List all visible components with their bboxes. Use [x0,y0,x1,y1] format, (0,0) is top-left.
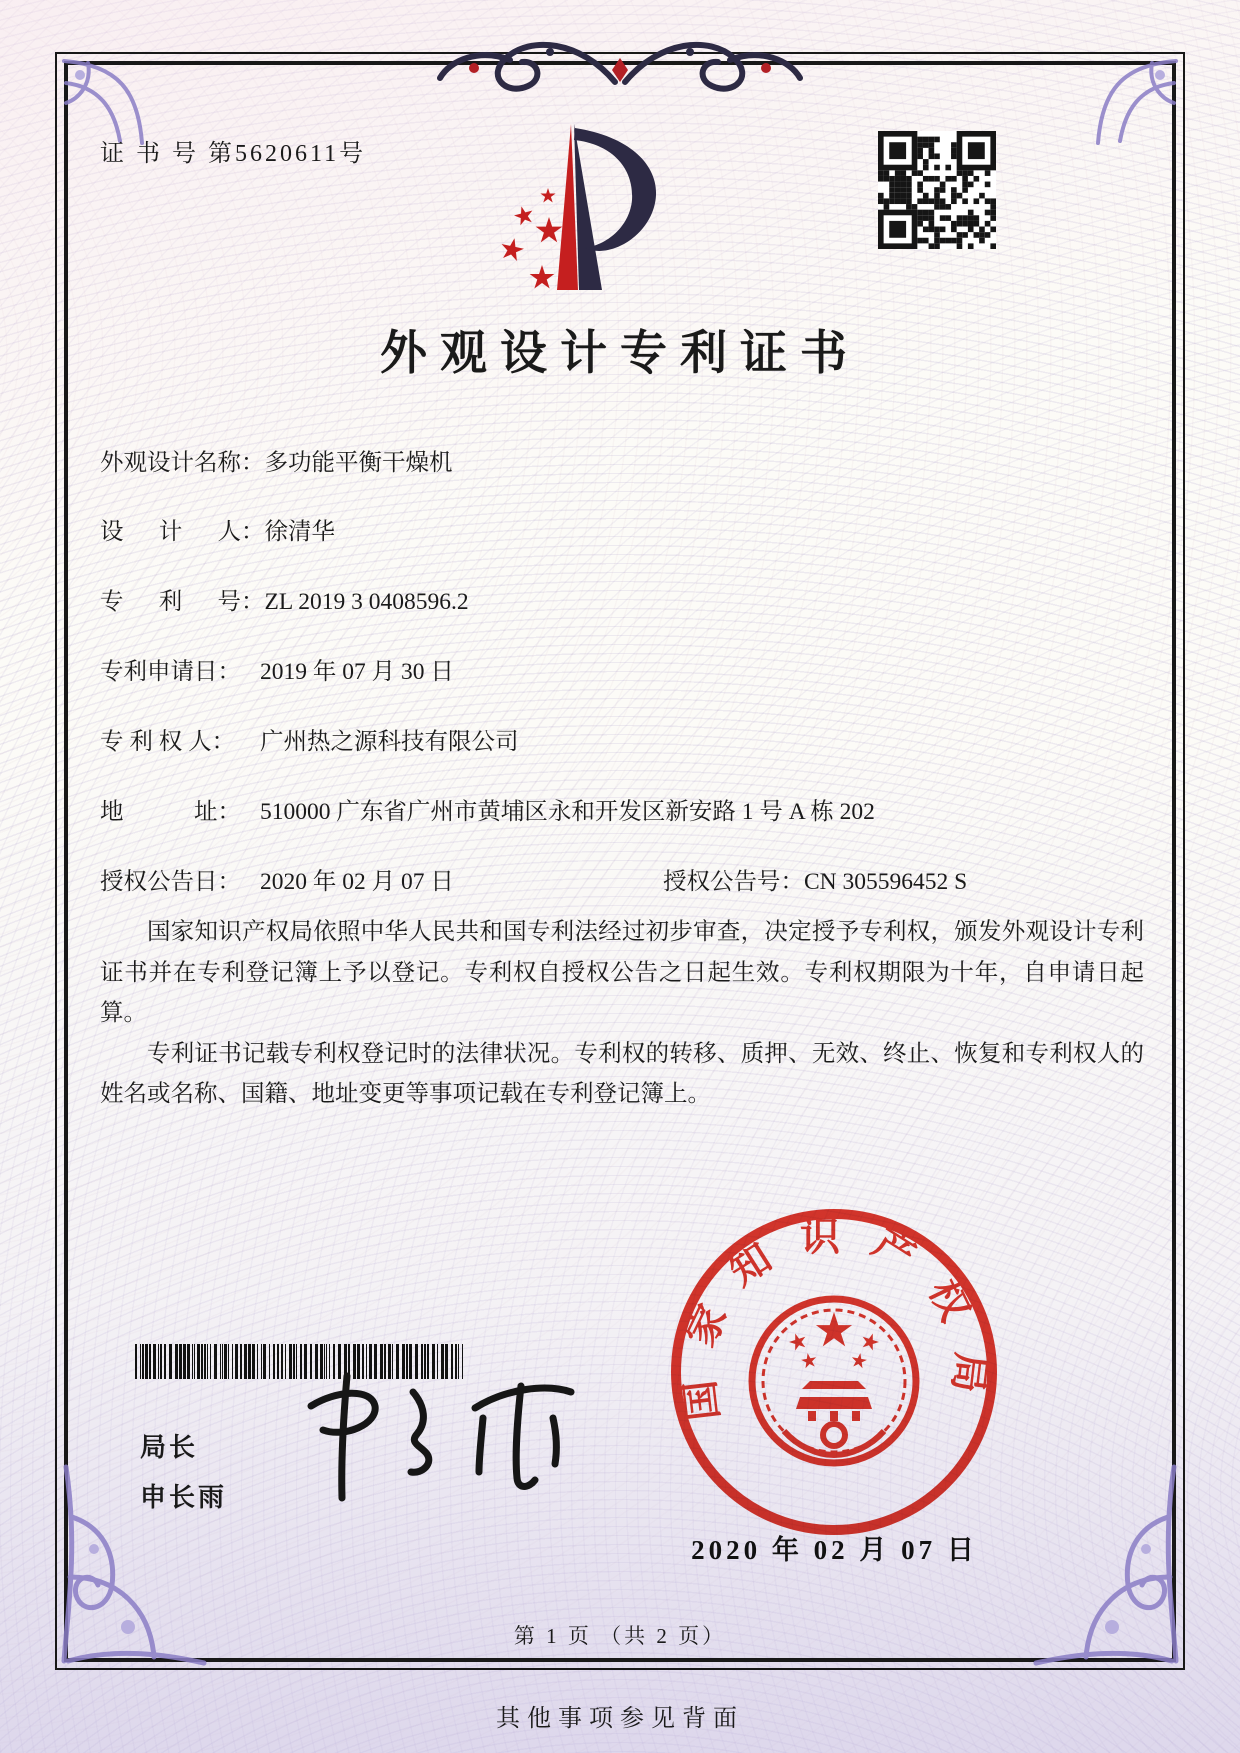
field-value: 广州热之源科技有限公司 [260,729,519,755]
commissioner-signature [285,1362,585,1517]
field-value: CN 305596452 S [804,869,968,895]
field-value: 徐清华 [264,519,335,545]
seal-date: 2020 年 02 月 07 日 [691,1535,978,1565]
field-label: 专利申请日： [100,659,241,685]
field-label: 授权公告号： [663,869,804,895]
field-label: 设 计 人： [100,519,265,545]
certificate-fields [100,443,1150,913]
field-label: 授权公告日： [100,869,241,895]
body-paragraph: 国家知识产权局依照中华人民共和国专利法经过初步审查，决定授予专利权，颁发外观设计专利证书并在专利登记簿上予以登记。专利权自授权公告之日起生效。专利权期限为十年，自申请日起算。 [100,919,1144,1026]
field-label: 专 利 号： [100,589,265,615]
field-row-design-name [100,443,1150,477]
commissioner-name: 申长雨 [140,1483,228,1512]
dragon-ornament-icon [410,30,830,104]
page-indicator: 第 1 页 （共 2 页） [513,1624,727,1648]
field-row-patentee [100,722,1150,756]
field-value: 2019 年 07 月 30 日 [260,659,454,685]
field-row-designer [100,512,1150,546]
field-value: 多功能平衡干燥机 [264,450,453,476]
commissioner-title: 局长 [140,1433,199,1462]
certificate-body [100,912,1144,1115]
field-label: 外观设计名称： [100,450,265,476]
seal-text: 国家知识产权局 [674,1213,994,1423]
field-pair-grant-number [663,862,967,896]
body-paragraph: 专利证书记载专利权登记时的法律状况。专利权的转移、质押、无效、终止、恢复和专利权人的姓名或名称、国籍、地址变更等事项记载在专利登记簿上。 [100,1040,1144,1107]
certificate-number: 证 书 号 第5620611号 [100,141,367,167]
certificate-title: 外观设计专利证书 [380,328,860,380]
cnipa-logo-icon [452,118,682,303]
field-row-filing-date [100,652,1150,686]
qr-code [878,131,996,249]
field-label: 地 址： [100,799,241,825]
field-row-grant [100,862,1150,896]
official-seal [658,1185,1010,1557]
corner-flourish-icon [1087,55,1182,150]
field-row-address [100,792,1150,826]
field-label: 专 利 权 人： [100,729,236,755]
field-value: ZL 2019 3 0408596.2 [264,589,469,615]
field-value: 510000 广东省广州市黄埔区永和开发区新安路 1 号 A 栋 202 [260,799,875,825]
field-row-patent-number [100,582,1150,616]
field-value: 2020 年 02 月 07 日 [260,869,454,895]
back-note: 其他事项参见背面 [496,1706,744,1732]
